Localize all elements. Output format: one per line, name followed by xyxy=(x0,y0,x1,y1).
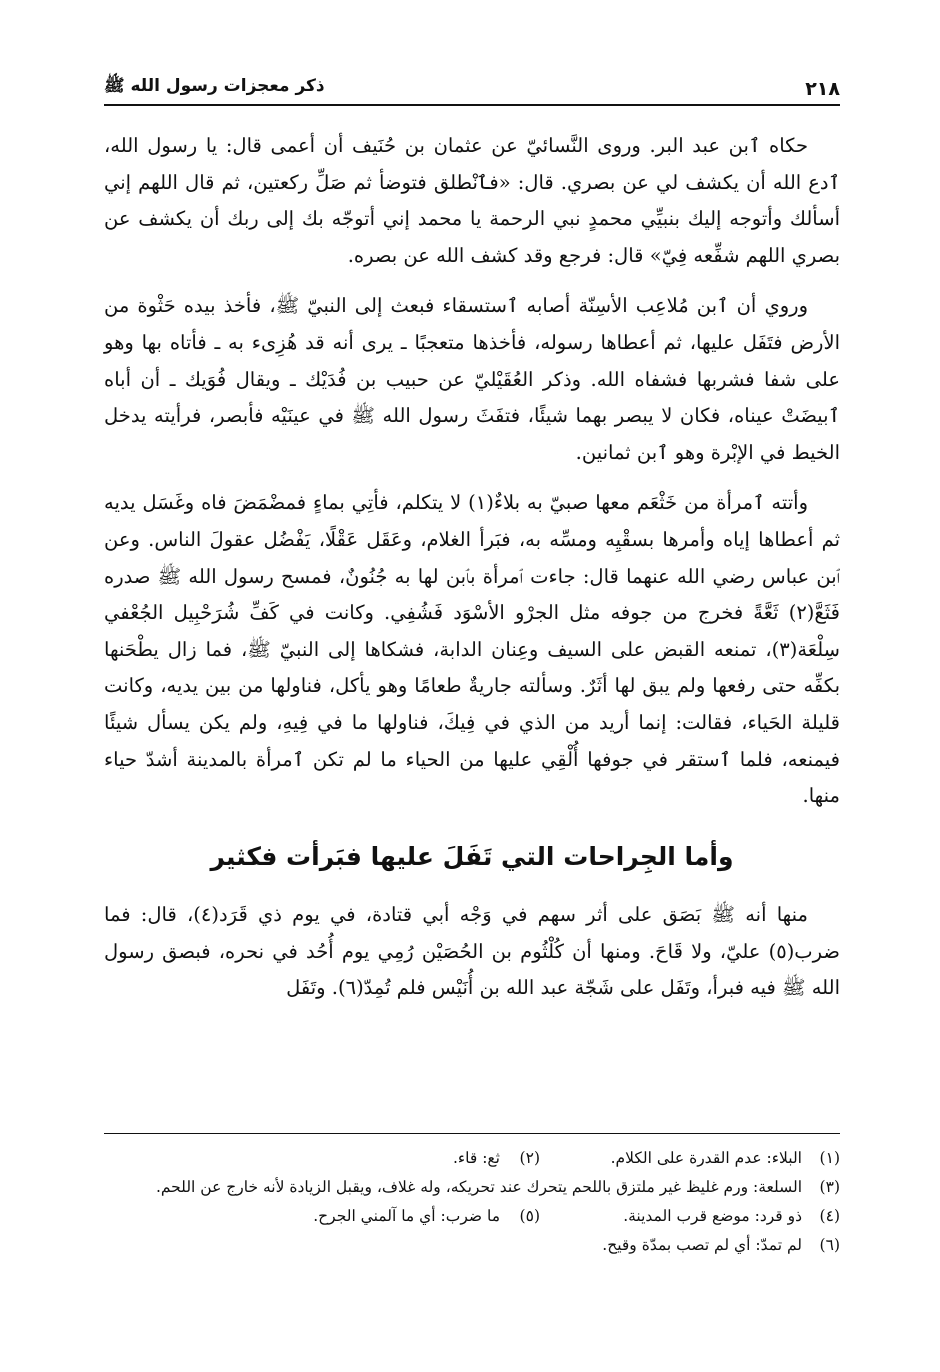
running-header xyxy=(104,66,840,106)
footnote xyxy=(540,1144,840,1173)
book-page xyxy=(104,66,840,1021)
footnote-text: ما ضرب: أي ما آلمني الجرح. xyxy=(313,1207,500,1225)
paragraph: وأتته ٱمرأة من خَثْعَم معها صبيّ به بلاءٌ(١) لا يتكلم، فأتِي بماءٍ فمضْمَضَ فاه وغَسَل يديه ثم أعطاها إياه وأمرها بسقْيِه ومسِّه به، فبَرأ الغلام، وعَقَل عَقْلًا، يَفْضُل عقولَ الناس. وعن ٱبن عباس رضي الله عنهما قال: جاءت ٱمرأة بٱبن لها به جُنُونٌ، فمسح رسول الله ﷺ صدره فَثَعَّ(٢) ثَعَّةً فخرج من جوفه مثل الجرْو الأسْوَد فَشُفِي. وكانت في كَفِّ شُرَحْبِيل الجُعْفي سِلْعَة(٣)، تمنعه القبض على السيف وعِنان الدابة، فشكاها إلى النبيّ ﷺ، فما زال يطْحَنها بكفِّه حتى رفعها ولم يبق لها أثَرٌ. وسألته جاريةٌ طعامًا وهو يأكل، فناولها من بين يديه، وكانت قليلة الحَياء، فقالت: إنما أريد من الذي في فِيكَ، فناولها ما في فِيهِ، ولم يكن يسأل شيئًا فيمنعه، فلما ٱستقر في جوفها أُلْقِي عليها من الحياء ما لم تكن ٱمرأة بالمدينة أشدّ حياء منها. xyxy=(104,491,840,808)
footnote-number: (٦) xyxy=(819,1236,840,1254)
footnote xyxy=(453,1144,540,1173)
chapter-title: ذكر معجزات رسول الله ﷺ xyxy=(104,76,325,96)
paragraph: منها أنه ﷺ بَصَق على أثر سهم في وَجْه أبي قتادة، في يوم ذي قَرَد(٤)، قال: فما ضرب(٥) عليّ، ولا قَاحَ. ومنها أن كُلْثُوم بن الحُصَيْن رُمِي يوم أُحُد في نحره، فبصق رسول الله ﷺ فيه فبرأ، وتَفَل على شَجّة عبد الله بن أُنَيْس فلم تُمِدّ(٦). وتَفَل xyxy=(104,903,840,1000)
footnote xyxy=(540,1202,840,1231)
footnote-row xyxy=(104,1202,840,1231)
footnote-row xyxy=(104,1144,840,1173)
paragraph: حكاه ٱبن عبد البر. وروى النَّسائيّ عن عثمان بن حُنَيف أن أعمى قال: يا رسول الله، ٱدع الله أن يكشف لي عن بصري. قال: «فٱنْطلق فتوضأ ثم صَلِّ ركعتين، ثم قال اللهم إني أسألك وأتوجه إليك بنبيِّي محمدٍ نبي الرحمة يا محمد إني أتوجّه بك إلى ربك أن يكشف عن بصري اللهم شفِّعه فِيّ» قال: فرجع وقد كشف الله عن بصره. xyxy=(104,134,840,267)
footnote-number: (٥) xyxy=(519,1207,540,1225)
footnote-text: البلاء: عدم القدرة على الكلام. xyxy=(610,1149,802,1167)
footnote xyxy=(104,1173,840,1202)
footnote-text: ذو قرد: موضع قرب المدينة. xyxy=(623,1207,802,1225)
footnote-number: (٣) xyxy=(819,1178,840,1196)
footnote-number: (١) xyxy=(819,1149,840,1167)
paragraph: وروي أن ٱبن مُلاعِب الأسِنّة أصابه ٱستسقاء فبعث إلى النبيّ ﷺ، فأخذ بيده حَثْوة من الأرض فتَفَل عليها، ثم أعطاها رسوله، فأخذها متعجبًا ـ يرى أنه قد هُزِىء به ـ فأتاه بها وهو على شفا فشربها فشفاه الله. وذكر العُقَيْليّ عن حبيب بن فُدَيْك ـ ويقال فُوَيك ـ أن أباه ٱبيضَتْ عيناه، فكان لا يبصر بهما شيئًا، فتفَثَ رسول الله ﷺ في عينَيْه فأبصر، فرأيته يدخل الخيط في الإبْرة وهو ٱبن ثمانين. xyxy=(104,294,840,464)
footnotes xyxy=(104,1133,840,1260)
footnote-number: (٤) xyxy=(819,1207,840,1225)
footnote xyxy=(313,1202,540,1231)
footnote-text: ثع: قاء. xyxy=(452,1149,500,1167)
page-number: ٢١٨ xyxy=(805,78,840,100)
section-heading: وأما الجِراحات التي تَفَلَ عليها فبَرأت فكثير xyxy=(210,841,734,871)
footnote xyxy=(104,1231,840,1260)
footnote-text: السلعة: ورم غليظ غير ملتزق باللحم يتحرك عند تحريكه، وله غلاف، ويقبل الزيادة لأنه خارج عن اللحم. xyxy=(155,1178,802,1196)
footnote-text: لم تمدّ: أي لم تصب بمدّة وقيح. xyxy=(602,1236,802,1254)
body-text xyxy=(104,128,840,1007)
footnote-number: (٢) xyxy=(519,1149,540,1167)
